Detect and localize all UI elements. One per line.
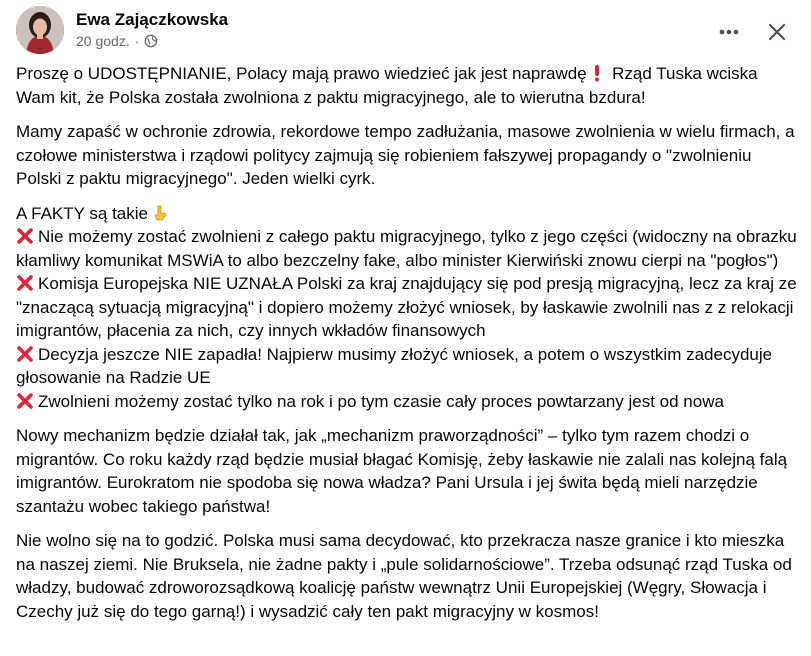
post-header [16, 4, 795, 54]
fact-item [16, 343, 800, 390]
close-icon [768, 23, 786, 41]
paragraph-4: Nowy mechanizm będzie działał tak, jak „mechanizm praworządności” – tylko tym razem chodzi o migrantów. Co roku każdy rząd będzie musiał błagać Komisję, żeby łaskawie nie zalali nas kolejną falą imigrantów. Eurokratom nie spodoba się nowa władza? Pani Ursula i jej świta będą mieli narzędzie szantażu wobec takiego państwa! [16, 426, 788, 516]
paragraph-1-part-a: Proszę o UDOSTĘPNIANIE, Polacy mają prawo wiedzieć jak jest naprawdę [16, 64, 587, 83]
fact-item [16, 390, 800, 414]
avatar[interactable] [16, 6, 64, 54]
paragraph-2: Mamy zapaść w ochronie zdrowia, rekordowe tempo zadłużania, masowe zwolnienia w wielu firmach, a czołowe ministerstwa i rządowi politycy zajmują się robieniem fałszywej propagandy o "zwolnieniu Polski z paktu migracyjnego". Jeden wielki cyrk. [16, 122, 795, 188]
post-time[interactable]: 20 godz. [76, 33, 130, 49]
more-options-button[interactable] [711, 14, 747, 50]
fact-text: Decyzja jeszcze NIE zapadła! Najpierw musimy złożyć wniosek, a potem o wszystkim zadecyduje głosowanie na Radzie UE [16, 344, 773, 387]
cross-mark-icon [16, 345, 34, 363]
meta-separator: · [134, 33, 140, 49]
fact-item [16, 225, 800, 272]
avatar-image [16, 6, 64, 54]
fact-text: Zwolnieni możemy zostać tylko na rok i po tym czasie cały proces powtarzany jest od nowa [38, 391, 724, 411]
pointing-down-icon [151, 204, 169, 222]
globe-icon[interactable] [144, 34, 158, 48]
paragraph-1 [16, 62, 800, 109]
exclamation-icon [593, 64, 601, 82]
facts-title-line [16, 202, 800, 226]
facts-block [16, 202, 800, 414]
post-text [16, 62, 800, 634]
fact-text: Komisja Europejska NIE UZNAŁA Polski za kraj znajdujący się pod presją migracyjną, lecz za kraj ze "znaczącą sytuacją migracyjną" i dopiero możemy złożyć wniosek, by łaskawie zwolnili nas z z relokacji imigrantów, płacenia za nich, czy innych wkładów finansowych [16, 274, 797, 340]
close-button[interactable] [759, 14, 795, 50]
fact-item [16, 272, 800, 343]
facts-title: A FAKTY są takie [16, 203, 148, 223]
post-meta [76, 33, 158, 49]
author-name[interactable]: Ewa Zajączkowska [76, 10, 229, 29]
paragraph-1-part-b: Rząd Tuska wciska Wam kit, że Polska została zwolniona z paktu migracyjnego, ale to wierutna bzdura! [16, 64, 758, 107]
cross-mark-icon [16, 392, 34, 410]
cross-mark-icon [16, 274, 34, 292]
fact-text: Nie możemy zostać zwolnieni z całego paktu migracyjnego, tylko z jego części (widoczny na obrazku kłamliwy komunikat MSWiA to albo bezczelny fake, albo minister Kierwiński znowu cierpi na "pogłos") [16, 227, 797, 270]
paragraph-5: Nie wolno się na to godzić. Polska musi sama decydować, kto przekracza nasze granice i kto mieszka na naszej ziemi. Nie Bruksela, nie żadne pakty i „pule solidarnościowe”. Trzeba odsunąć rząd Tuska od władzy, budować zdroworozsądkową koalicję państw wewnątrz Unii Europejskiej (Węgry, Słowacja i Czechy już się do tego garną!) i wysadzić cały ten pakt migracyjny w kosmos! [16, 531, 792, 621]
cross-mark-icon [16, 227, 34, 245]
more-dots-icon [719, 29, 739, 35]
